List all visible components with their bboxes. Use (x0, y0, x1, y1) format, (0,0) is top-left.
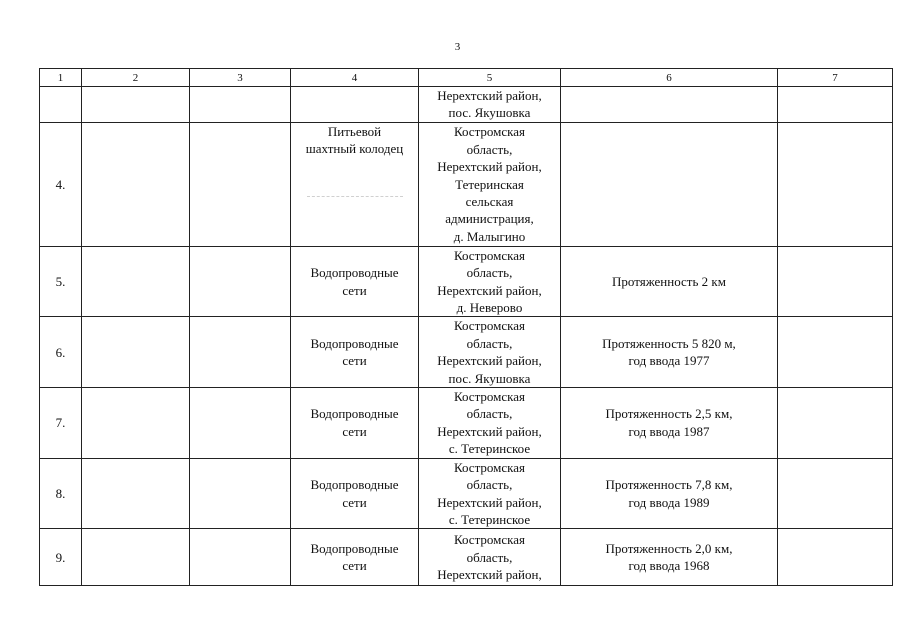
details-cell (561, 388, 778, 459)
location-cell (419, 529, 561, 586)
location-line: Костромская (453, 247, 526, 263)
empty-cell (82, 458, 190, 529)
empty-cell (82, 246, 190, 317)
table-row (40, 246, 893, 317)
object-type-line: Водопроводные (310, 540, 399, 556)
empty-cell (82, 87, 190, 123)
object-type-line: Водопроводные (310, 406, 399, 422)
details-line: Протяженность 2 км (612, 273, 726, 289)
empty-cell (778, 458, 893, 529)
table-row (40, 458, 893, 529)
details-line: год ввода 1987 (628, 423, 710, 439)
faint-mark (307, 196, 403, 197)
object-type-cell (291, 529, 419, 586)
empty-cell (82, 122, 190, 246)
table-row (40, 529, 893, 586)
empty-cell (82, 388, 190, 459)
empty-cell (190, 529, 291, 586)
details-cell (561, 458, 778, 529)
empty-cell (778, 246, 893, 317)
details-line: Протяженность 5 820 м, (602, 335, 736, 351)
details-line: Протяженность 2,0 км, (605, 540, 733, 556)
column-header: 7 (778, 69, 893, 87)
details-line: год ввода 1968 (628, 558, 710, 574)
location-line: область, (466, 335, 513, 351)
details-cell (561, 529, 778, 586)
object-type-cell (291, 87, 419, 123)
row-number: 5. (40, 246, 82, 317)
location-line: Нерехтский район, (437, 88, 542, 103)
empty-cell (778, 388, 893, 459)
column-header: 2 (82, 69, 190, 87)
row-number: 4. (40, 122, 82, 246)
column-header: 3 (190, 69, 291, 87)
details-cell (561, 317, 778, 388)
column-header: 6 (561, 69, 778, 87)
empty-cell (778, 317, 893, 388)
location-line: с. Тетеринское (448, 511, 531, 527)
row-number (40, 87, 82, 123)
row-number: 6. (40, 317, 82, 388)
column-header: 1 (40, 69, 82, 87)
object-type-line: Питьевой (327, 123, 382, 139)
object-type-cell (291, 458, 419, 529)
location-cell (419, 388, 561, 459)
location-line: с. Тетеринское (448, 441, 531, 457)
details-line: год ввода 1989 (628, 494, 710, 510)
empty-cell (190, 246, 291, 317)
object-type-line: Водопроводные (310, 265, 399, 281)
table-row (40, 388, 893, 459)
location-line: Костромская (453, 124, 526, 140)
location-line: пос. Якушовка (448, 370, 531, 386)
object-type-line: сети (342, 423, 367, 439)
object-type-line: сети (342, 282, 367, 298)
object-type-line: Водопроводные (310, 477, 399, 493)
location-cell (419, 317, 561, 388)
details-line: Протяженность 2,5 км, (605, 406, 733, 422)
location-cell (419, 458, 561, 529)
location-line: Нерехтский район, (437, 159, 542, 175)
empty-cell (778, 87, 893, 123)
table-row (40, 317, 893, 388)
location-line: Нерехтский район, (437, 494, 542, 510)
page-number: 3 (454, 41, 461, 53)
details-cell (561, 246, 778, 317)
location-line: Костромская (453, 532, 526, 548)
column-number-row (40, 69, 893, 87)
location-line: Нерехтский район, (437, 567, 542, 583)
location-cell (419, 122, 561, 246)
details-cell (561, 87, 778, 123)
object-type-cell (291, 122, 419, 246)
location-line: область, (466, 406, 513, 422)
table-row (40, 122, 893, 246)
details-cell (561, 122, 778, 246)
column-header: 4 (291, 69, 419, 87)
empty-cell (190, 87, 291, 123)
location-line: Костромская (453, 389, 526, 405)
location-cell (419, 87, 561, 123)
details-line: год ввода 1977 (628, 353, 710, 369)
table-row (40, 87, 893, 123)
location-line: д. Малыгино (453, 228, 526, 244)
object-type-line: Водопроводные (310, 335, 399, 351)
details-line: Протяженность 7,8 км, (605, 477, 733, 493)
location-line: пос. Якушовка (448, 105, 531, 121)
object-type-cell (291, 246, 419, 317)
empty-cell (190, 458, 291, 529)
object-type-line: сети (342, 353, 367, 369)
location-line: область, (466, 265, 513, 281)
object-type-line: шахтный колодец (305, 141, 404, 157)
location-cell (419, 246, 561, 317)
location-line: Костромская (453, 318, 526, 334)
row-number: 8. (40, 458, 82, 529)
empty-cell (82, 317, 190, 388)
column-header: 5 (419, 69, 561, 87)
object-type-line: сети (342, 558, 367, 574)
location-line: Нерехтский район, (437, 423, 542, 439)
empty-cell (82, 529, 190, 586)
location-line: Костромская (453, 459, 526, 475)
row-number: 9. (40, 529, 82, 586)
location-line: администрация, (445, 211, 534, 227)
location-line: сельская (465, 194, 514, 210)
object-type-cell (291, 388, 419, 459)
empty-cell (190, 388, 291, 459)
empty-cell (190, 122, 291, 246)
object-type-cell (291, 317, 419, 388)
location-line: область, (466, 477, 513, 493)
empty-cell (778, 529, 893, 586)
row-number: 7. (40, 388, 82, 459)
object-type-line: сети (342, 494, 367, 510)
location-line: д. Неверово (456, 300, 523, 316)
location-line: Нерехтский район, (437, 353, 542, 369)
location-line: Нерехтский район, (437, 282, 542, 298)
location-line: область, (466, 549, 513, 565)
property-table (39, 68, 893, 586)
location-line: область, (466, 141, 513, 157)
empty-cell (190, 317, 291, 388)
location-line: Тетеринская (455, 176, 524, 192)
empty-cell (778, 122, 893, 246)
